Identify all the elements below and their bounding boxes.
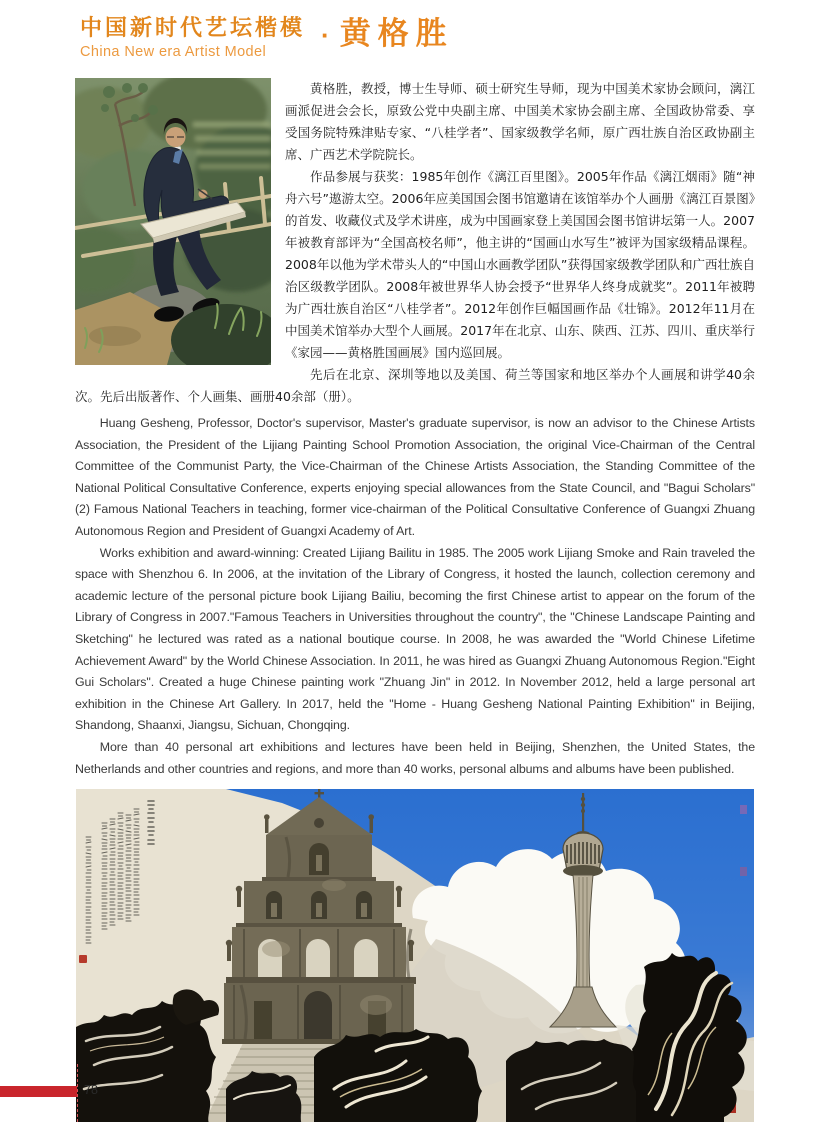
series-title-zh: 中国新时代艺坛楷模: [80, 16, 306, 41]
bio-english: [75, 408, 755, 780]
zh-paragraph-2: 作品参展与获奖：1985年创作《漓江百里图》。2005年作品《漓江烟雨》随“神舟六号”遨游太空。2006年应美国国会图书馆邀请在该馆举办个人画册《漓江百景图》的首发、收藏仪式及学术讲座，成为中国画家登上美国国会图书馆讲坛第一人。2007年被教育部评为“全国高校名师”，他主讲的“国画山水写生”被评为国家级精品课程。2008年以他为学术带头人的“中国山水画教学团队”获得国家级教学团队和广西壮族自治区级教学团队。2008年被世界华人协会授予“世界华人终身成就奖”。2011年被聘为广西壮族自治区“八桂学者”。2012年创作巨幅国画作品《壮锦》。2012年11月在中国美术馆举办大型个人画展。2017年在北京、山东、陕西、江苏、四川、重庆举行《家园——黄格胜国画展》国内巡回展。: [285, 169, 755, 360]
footer-red-bar: [0, 1086, 77, 1097]
footer-dashed-line: [77, 1064, 78, 1122]
artwork-painting-macau: [76, 789, 754, 1122]
en-paragraph-3: More than 40 personal art exhibitions and lectures have been held in Beijing, Shenzhen, the United States, the Netherlands and other countries and regions, and more than 40 works, personal albums and albums have been published.: [75, 739, 755, 776]
en-paragraph-1: Huang Gesheng, Professor, Doctor's supervisor, Master's graduate supervisor, is now an advisor to the Chinese Artists Association, the President of the Lijiang Painting School Promotion Association, the original Vice-Chairman of the Central Committee of the Communist Party, the Vice-Chairman of the Chinese Artists Association, the Standing Committee of the National Political Consultative Conference, experts enjoying special allowances from the State Council, and "Bagui Scholars"(2) Famous National Teachers in teaching, former vice-chairman of the Political Consultative Conference of Guangxi Zhuang Autonomous Region and President of Guangxi Academy of Art.: [75, 416, 755, 538]
zh-paragraph-1: 黄格胜，教授，博士生导师、硕士研究生导师，现为中国美术家协会顾问，漓江画派促进会会长，原致公党中央副主席、中国美术家协会副主席、全国政协常委、享受国务院特殊津贴专家、“八桂学者”、国家级教学名师，原广西壮族自治区政协副主席、广西艺术学院院长。: [285, 81, 755, 162]
page-number: 78: [84, 1083, 98, 1097]
series-title-en: China New era Artist Model: [80, 44, 267, 60]
artist-photo: [75, 78, 271, 365]
artist-photo-image: [75, 78, 271, 365]
article-body: [75, 78, 755, 1122]
series-title-block: [80, 16, 305, 61]
artist-name: 黄格胜: [339, 16, 454, 52]
zh-paragraph-3: 先后在北京、深圳等地以及美国、荷兰等国家和地区举办个人画展和讲学40余次。先后出版著作、个人画集、画册40余部（册）。: [75, 367, 755, 404]
en-paragraph-2: Works exhibition and award-winning: Created Lijiang Bailitu in 1985. The 2005 work Lijiang Smoke and Rain traveled the space with Shenzhou 6. In 2006, at the invitation of the Library of Congress, it hosted the launch, collection ceremony and academic lecture of the personal picture book Lijiang Bailiu, becoming the first Chinese artist to appear on the forum of the Library of Congress in 2007."Famous Teachers in Universities throughout the country", the "Chinese Landscape Painting and Sketching" he lectured was rated as a national boutique course. In 2008, he was awarded the "World Chinese Lifetime Achievement Award" by the World Chinese Association. In 2011, he was hired as Guangxi Zhuang Autonomous Region."Eight Gui Scholars". Created a huge Chinese painting work "Zhuang Jin" in 2012. In November 2012, held a large personal art exhibition in the Chinese Art Gallery. In 2017, held the "Home - Huang Gesheng National Painting Exhibition" in Beijing, Shandong, Shaanxi, Jiangsu, Sichuan, Chongqing.: [75, 545, 755, 733]
title-separator-dot: ·: [321, 20, 330, 50]
photo-dirt-shade: [89, 326, 141, 346]
page-header: [80, 16, 454, 61]
